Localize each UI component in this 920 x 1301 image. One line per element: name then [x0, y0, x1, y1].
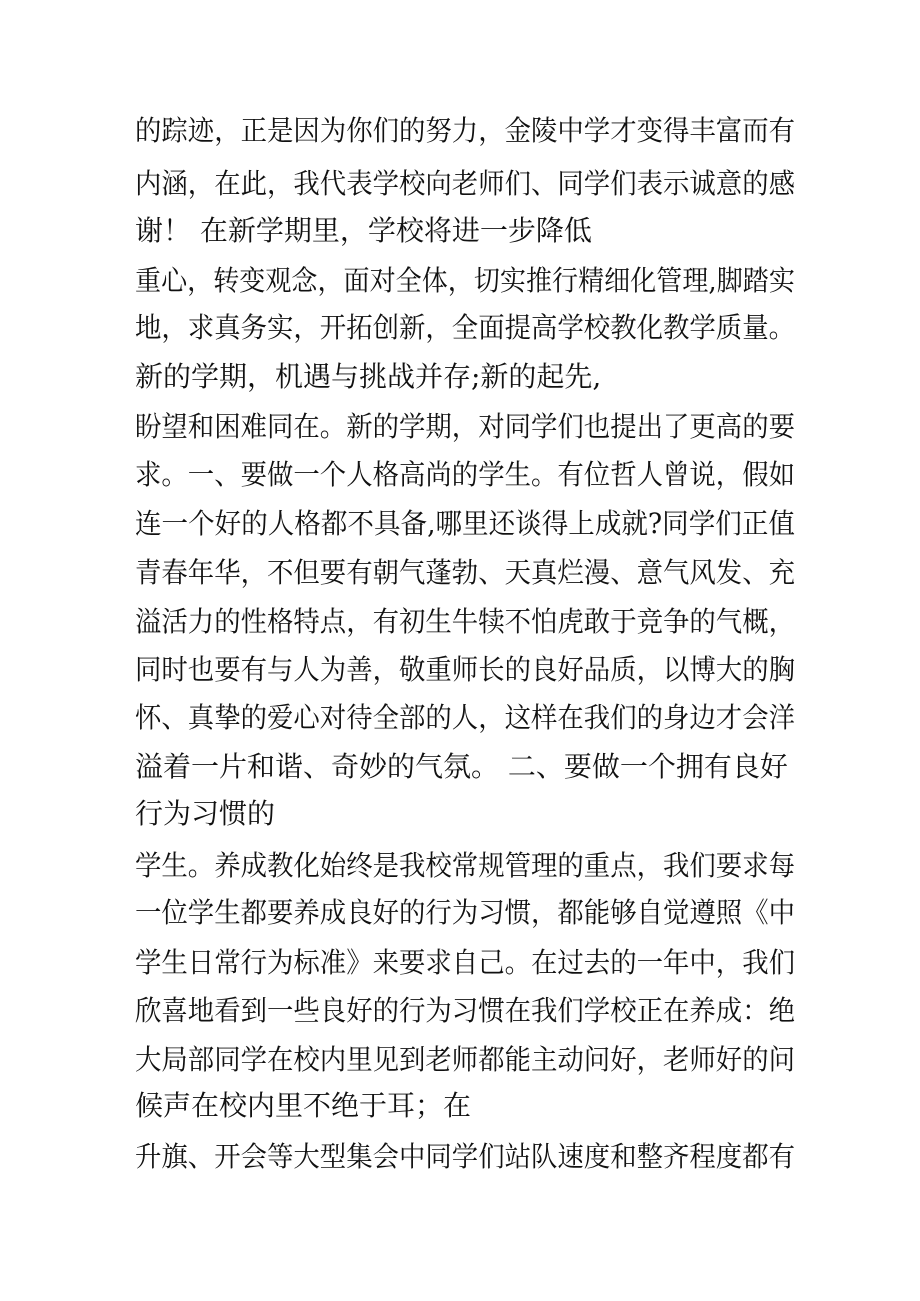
text-line: 重心，转变观念，面对全体，切实推行精细化管理,脚踏实 — [135, 264, 795, 297]
text-line: 求。一、要做一个人格高尚的学生。有位哲人曾说，假如 — [135, 458, 796, 491]
text-line: 内涵，在此，我代表学校向老师们、同学们表示诚意的感 — [135, 167, 796, 200]
text-line: 行为习惯的 — [135, 797, 276, 830]
text-line: 欣喜地看到一些良好的行为习惯在我们学校正在养成：绝 — [135, 994, 796, 1027]
text-line: 同时也要有与人为善，敬重师长的良好品质，以博大的胸 — [135, 653, 796, 686]
text-line: 的踪迹，正是因为你们的努力，金陵中学才变得丰富而有 — [135, 114, 796, 147]
text-line: 谢！ 在新学期里，学校将进一步降低 — [135, 214, 592, 247]
text-line: 地，求真务实，开拓创新，全面提高学校教化教学质量。 — [135, 311, 796, 344]
text-line: 新的学期，机遇与挑战并存;新的起先, — [135, 360, 602, 393]
text-line: 连一个好的人格都不具备,哪里还谈得上成就?同学们正值 — [135, 507, 795, 540]
text-line: 盼望和困难同在。新的学期，对同学们也提出了更高的要 — [135, 410, 796, 443]
text-line: 怀、真挚的爱心对待全部的人，这样在我们的身边才会洋 — [135, 701, 796, 734]
text-line: 升旗、开会等大型集会中同学们站队速度和整齐程度都有 — [135, 1140, 796, 1173]
text-line: 大局部同学在校内里见到老师都能主动问好，老师好的问 — [135, 1043, 796, 1076]
text-line: 候声在校内里不绝于耳；在 — [135, 1089, 472, 1122]
text-line: 学生日常行为标准》来要求自己。在过去的一年中，我们 — [135, 946, 796, 979]
text-line: 青春年华，不但要有朝气蓬勃、天真烂漫、意气风发、充 — [135, 556, 796, 589]
text-line: 一位学生都要养成良好的行为习惯，都能够自觉遵照《中 — [135, 896, 796, 929]
text-line: 溢活力的性格特点，有初生牛犊不怕虎敢于竞争的气概， — [135, 605, 796, 638]
text-line: 学生。养成教化始终是我校常规管理的重点，我们要求每 — [135, 849, 796, 882]
text-line: 溢着一片和谐、奇妙的气氛。 二、要做一个拥有良好 — [135, 750, 788, 783]
